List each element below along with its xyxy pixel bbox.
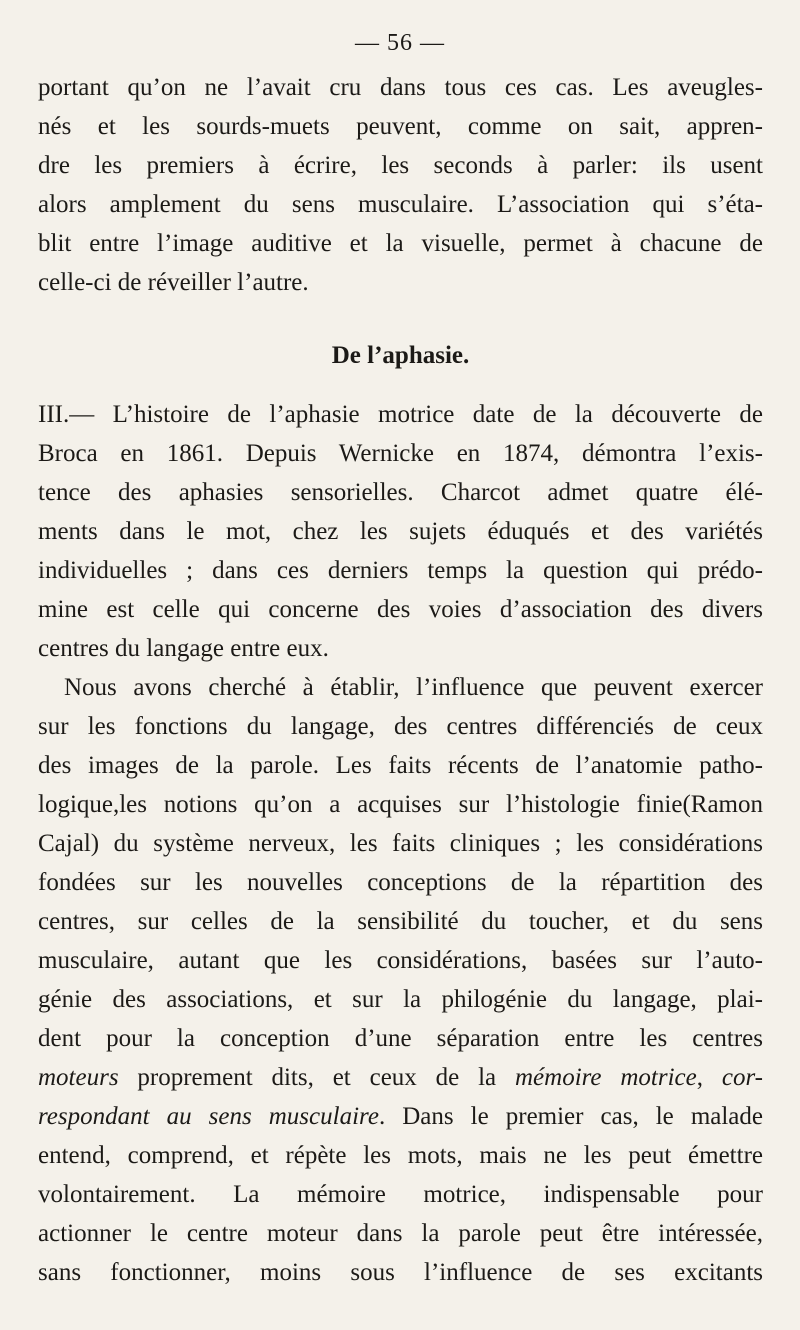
text-line: tence des aphasies sensorielles. Charcot admet quatre élé- <box>38 479 763 506</box>
text-line: celle-ci de réveiller l’autre. <box>38 269 309 296</box>
text-line: dent pour la conception d’une séparation entre les centres <box>38 1025 763 1052</box>
text-line: sans fonctionner, moins sous l’influence de ses excitants <box>38 1259 763 1286</box>
text-line: actionner le centre moteur dans la parole peut être intéressée, <box>38 1220 763 1247</box>
text-line: centres du langage entre eux. <box>38 635 329 662</box>
text-line: logique,les notions qu’on a acquises sur l’histologie finie(Ramon <box>38 791 763 818</box>
italic-text: cor- <box>721 1064 764 1091</box>
text-line: musculaire, autant que les considérations, basées sur l’auto- <box>38 947 763 974</box>
text-line: dre les premiers à écrire, les seconds à parler: ils usent <box>38 152 763 179</box>
body-text <box>38 68 763 1292</box>
italic-text: mémoire motrice <box>514 1064 697 1091</box>
text-line: sur les fonctions du langage, des centres différenciés de ceux <box>38 713 763 740</box>
text-line: portant qu’on ne l’avait cru dans tous ces cas. Les aveugles- <box>38 74 763 101</box>
text-line: respondant au sens musculaire. Dans le premier cas, le malade <box>38 1103 763 1130</box>
text-line: fondées sur les nouvelles conceptions de la répartition des <box>38 869 763 896</box>
section-heading: De l’aphasie. <box>331 342 470 369</box>
italic-text: moteurs <box>38 1064 119 1091</box>
text-line: ments dans le mot, chez les sujets éduqués et des variétés <box>38 518 763 545</box>
text-line: Nous avons cherché à établir, l’influence que peuvent exercer <box>64 674 763 701</box>
text-line: centres, sur celles de la sensibilité du toucher, et du sens <box>38 908 763 935</box>
section-number: III.— <box>38 401 113 428</box>
text-line: alors amplement du sens musculaire. L’association qui s’éta- <box>38 191 763 218</box>
text-line: mine est celle qui concerne des voies d’association des divers <box>38 596 763 623</box>
text-line: III.— L’histoire de l’aphasie motrice date de la découverte de <box>38 401 763 428</box>
text-line: génie des associations, et sur la philogénie du langage, plai- <box>38 986 763 1013</box>
paragraph-1 <box>38 68 763 302</box>
italic-text: respondant au sens musculaire <box>38 1103 379 1130</box>
page-number: — 56 — <box>355 30 445 56</box>
text-line: moteurs proprement dits, et ceux de la mémoire motrice, cor- <box>38 1064 764 1091</box>
text-line: individuelles ; dans ces derniers temps la question qui prédo- <box>38 557 763 584</box>
text-line: entend, comprend, et répète les mots, mais ne les peut émettre <box>38 1142 763 1169</box>
text-line: des images de la parole. Les faits récents de l’anatomie patho- <box>38 752 763 779</box>
paragraph-2 <box>38 395 763 668</box>
text-line: Cajal) du système nerveux, les faits cliniques ; les considérations <box>38 830 763 857</box>
text-line: blit entre l’image auditive et la visuelle, permet à chacune de <box>38 230 763 257</box>
paragraph-3 <box>38 668 763 1292</box>
text-line: volontairement. La mémoire motrice, indispensable pour <box>38 1181 763 1208</box>
text-line: Broca en 1861. Depuis Wernicke en 1874, démontra l’exis- <box>38 440 763 467</box>
text-line: nés et les sourds-muets peuvent, comme on sait, appren- <box>38 113 763 140</box>
